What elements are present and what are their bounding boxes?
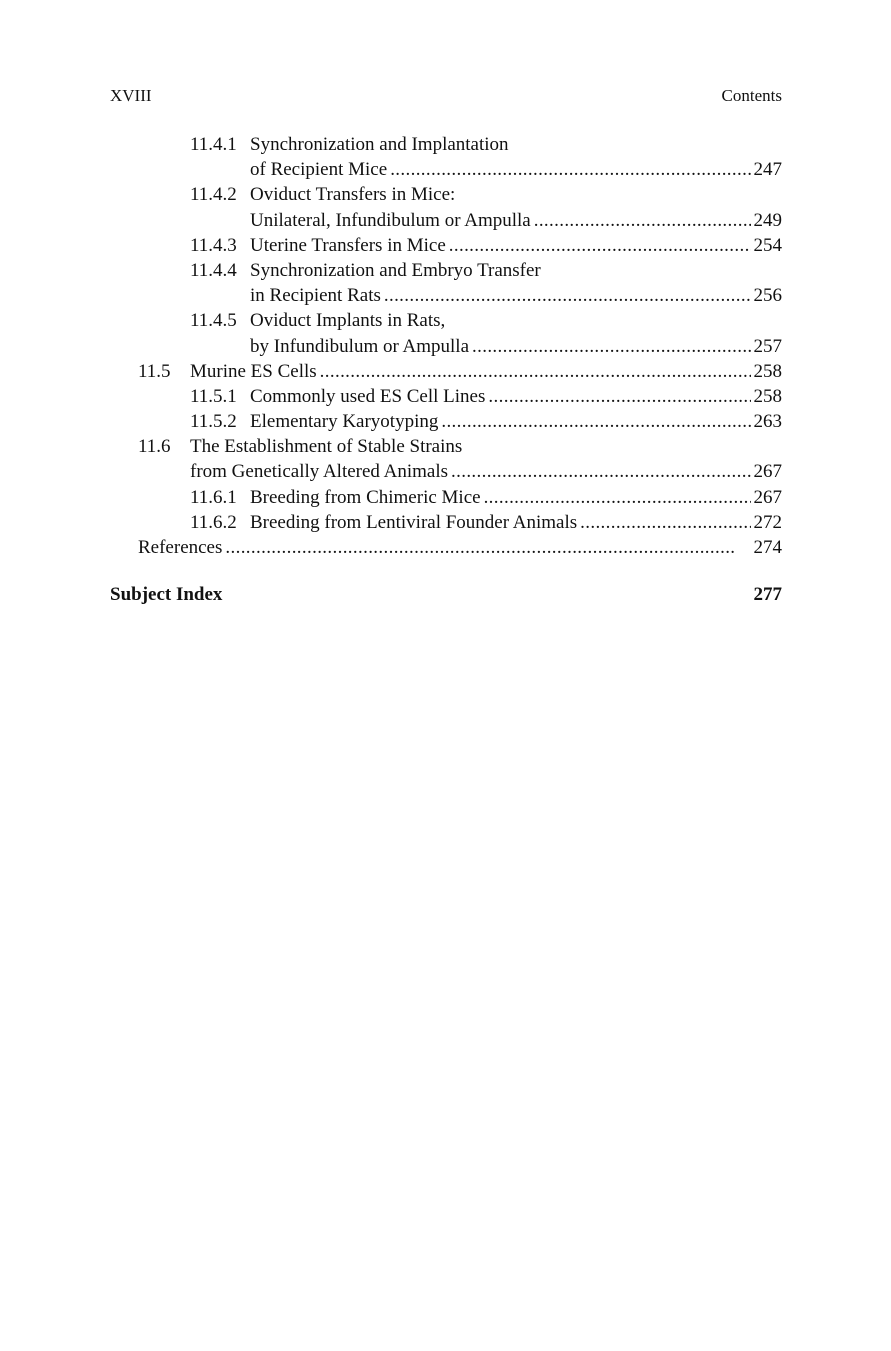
toc-entry[interactable] xyxy=(110,182,782,207)
dot-leader xyxy=(320,359,751,384)
dot-leader xyxy=(390,157,750,182)
dot-leader xyxy=(484,485,751,510)
entry-page: 247 xyxy=(753,159,782,181)
table-of-contents xyxy=(110,132,782,608)
entry-title: Unilateral, Infundibulum or Ampulla xyxy=(250,209,531,231)
subject-index-title: Subject Index xyxy=(110,584,223,606)
entry-number: 11.4.2 xyxy=(190,184,237,206)
dot-leader xyxy=(580,510,750,535)
section-number: 11.6 xyxy=(138,436,171,458)
entry-page: 257 xyxy=(753,335,782,357)
toc-subject-index[interactable] xyxy=(110,582,782,608)
entry-title: Elementary Karyotyping xyxy=(250,411,439,433)
entry-title: Breeding from Lentiviral Founder Animals xyxy=(250,511,578,533)
toc-entry-continuation[interactable] xyxy=(110,157,782,182)
toc-entry[interactable] xyxy=(110,409,782,434)
toc-entry-continuation[interactable] xyxy=(110,283,782,308)
entry-title: Breeding from Chimeric Mice xyxy=(250,486,481,508)
section-title: from Genetically Altered Animals xyxy=(190,461,449,483)
section-title: Murine ES Cells xyxy=(190,360,317,382)
references-title: References xyxy=(138,537,223,558)
entry-title: Commonly used ES Cell Lines xyxy=(250,385,486,407)
entry-page: 277 xyxy=(753,584,782,606)
dot-leader xyxy=(225,535,750,560)
entry-number: 11.4.5 xyxy=(190,310,237,332)
toc-entry[interactable] xyxy=(110,258,782,283)
dot-leader xyxy=(384,283,751,308)
entry-page: 267 xyxy=(753,486,782,508)
entry-page: 263 xyxy=(753,411,782,433)
toc-section-continuation[interactable] xyxy=(110,459,782,484)
toc-entry[interactable] xyxy=(110,132,782,157)
toc-entry-continuation[interactable] xyxy=(110,208,782,233)
entry-number: 11.4.4 xyxy=(190,259,237,281)
entry-number: 11.6.2 xyxy=(190,511,237,533)
section-number: 11.5 xyxy=(138,360,171,382)
entry-page: 258 xyxy=(753,385,782,407)
entry-title: Uterine Transfers in Mice xyxy=(250,234,446,256)
toc-entry[interactable] xyxy=(110,485,782,510)
toc-references[interactable] xyxy=(110,535,782,560)
entry-page: 256 xyxy=(753,285,782,307)
spacer xyxy=(110,560,782,582)
entry-number: 11.4.3 xyxy=(190,234,237,256)
running-head xyxy=(110,86,782,110)
toc-entry-continuation[interactable] xyxy=(110,334,782,359)
toc-entry[interactable] xyxy=(110,510,782,535)
entry-title: Oviduct Implants in Rats, xyxy=(250,310,446,332)
toc-entry[interactable] xyxy=(110,233,782,258)
dot-leader xyxy=(441,409,750,434)
toc-entry[interactable] xyxy=(110,308,782,333)
entry-number: 11.4.1 xyxy=(190,134,237,155)
section-title: The Establishment of Stable Strains xyxy=(190,436,463,458)
page-number: XVIII xyxy=(110,86,152,105)
running-title: Contents xyxy=(721,86,782,105)
entry-page: 258 xyxy=(753,360,782,382)
entry-number: 11.6.1 xyxy=(190,486,237,508)
entry-title: of Recipient Mice xyxy=(250,159,388,181)
toc-section[interactable] xyxy=(110,434,782,459)
entry-title: Synchronization and Embryo Transfer xyxy=(250,259,541,281)
entry-page: 254 xyxy=(753,234,782,256)
dot-leader xyxy=(534,208,751,233)
entry-title: Synchronization and Implantation xyxy=(250,134,509,155)
entry-title: in Recipient Rats xyxy=(250,285,381,307)
dot-leader xyxy=(472,334,750,359)
entry-page: 249 xyxy=(753,209,782,231)
toc-entry[interactable] xyxy=(110,384,782,409)
toc-section[interactable] xyxy=(110,359,782,384)
entry-title: by Infundibulum or Ampulla xyxy=(250,335,470,357)
entry-title: Oviduct Transfers in Mice: xyxy=(250,184,456,206)
entry-page: 274 xyxy=(753,537,782,558)
entry-number: 11.5.2 xyxy=(190,411,237,433)
entry-page: 267 xyxy=(753,461,782,483)
dot-leader xyxy=(451,459,750,484)
dot-leader xyxy=(449,233,751,258)
entry-page: 272 xyxy=(753,511,782,533)
dot-leader xyxy=(488,384,750,409)
entry-number: 11.5.1 xyxy=(190,385,237,407)
